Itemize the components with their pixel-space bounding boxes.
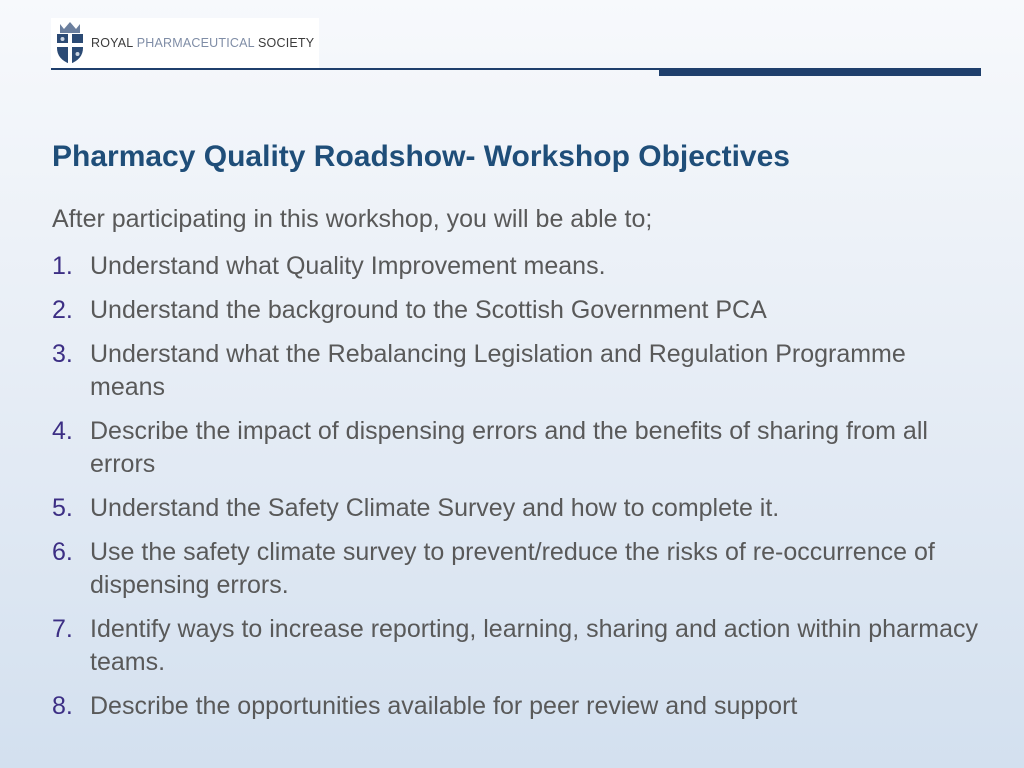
objective-number: 7. xyxy=(52,615,73,643)
logo-royal: ROYAL xyxy=(91,36,133,50)
objective-item xyxy=(52,536,982,602)
objective-text: Understand the background to the Scottish Government PCA xyxy=(90,296,767,324)
objective-number: 8. xyxy=(52,692,73,720)
objective-item xyxy=(52,250,982,283)
objective-text: Use the safety climate survey to prevent/reduce the risks of re-occurrence of dispensing errors. xyxy=(90,538,935,599)
rps-crest-icon xyxy=(53,20,87,66)
objective-item xyxy=(52,613,982,679)
objective-item xyxy=(52,415,982,481)
objective-number: 2. xyxy=(52,296,73,324)
objective-number: 4. xyxy=(52,417,73,445)
logo-society: SOCIETY xyxy=(258,36,315,50)
header-accent-bar xyxy=(659,69,981,76)
objective-number: 6. xyxy=(52,538,73,566)
objective-text: Describe the impact of dispensing errors and the benefits of sharing from all errors xyxy=(90,417,928,478)
objective-number: 3. xyxy=(52,340,73,368)
objective-text: Describe the opportunities available for peer review and support xyxy=(90,692,798,720)
intro-text: After participating in this workshop, you will be able to; xyxy=(52,205,653,233)
objective-text: Identify ways to increase reporting, learning, sharing and action within pharmacy teams. xyxy=(90,615,978,676)
objective-item xyxy=(52,690,982,723)
objective-text: Understand what the Rebalancing Legislation and Regulation Programme means xyxy=(90,340,906,401)
objective-item xyxy=(52,338,982,404)
objective-number: 1. xyxy=(52,252,73,280)
logo-pharmaceutical: PHARMACEUTICAL xyxy=(136,36,255,50)
rps-logo xyxy=(51,18,319,68)
objectives-list xyxy=(52,250,982,734)
logo-wordmark xyxy=(91,36,314,50)
objective-text: Understand what Quality Improvement means. xyxy=(90,252,606,280)
objective-item xyxy=(52,492,982,525)
objective-number: 5. xyxy=(52,494,73,522)
slide-title: Pharmacy Quality Roadshow- Workshop Objectives xyxy=(52,140,790,173)
objective-item xyxy=(52,294,982,327)
objective-text: Understand the Safety Climate Survey and how to complete it. xyxy=(90,494,780,522)
